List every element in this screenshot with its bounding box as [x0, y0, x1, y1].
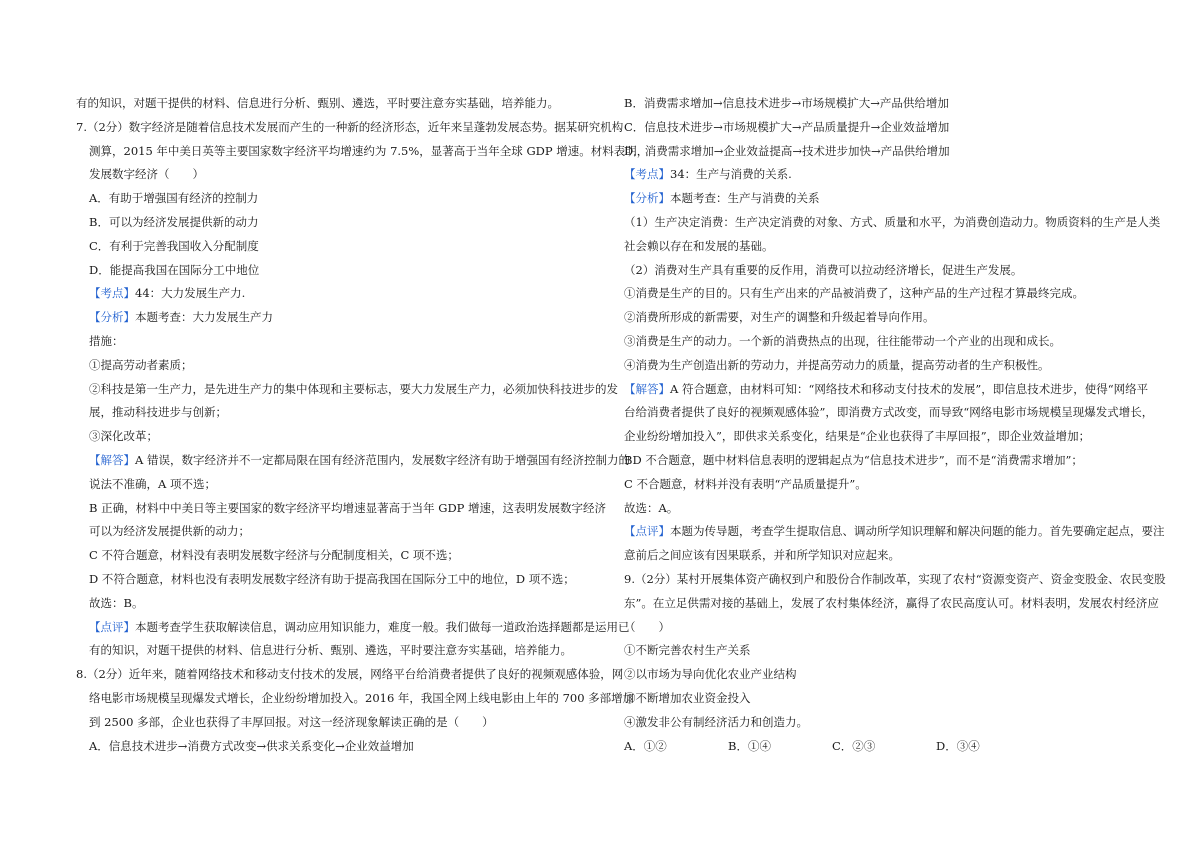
text-line: C 不合题意，材料并没有表明“产品质量提升”。 [624, 476, 867, 491]
text-line: 企业纷纷增加投入”，即供求关系变化，结果是“企业也获得了丰厚回报”，即企业效益增加； [624, 429, 1091, 444]
option-a: A．信息技术进步→消费方式改变→供求关系变化→企业效益增加 [89, 738, 414, 753]
question-7-stem: 7.（2分）数字经济是随着信息技术发展而产生的一种新的经济形态，近年来呈蓬勃发展态势。据某研究机构 [76, 119, 624, 134]
text-line: 有的知识，对题干提供的材料、信息进行分析、甄别、遴选，平时要注意夯实基础，培养能力。 [76, 96, 559, 110]
option-b: B．①④ [728, 738, 771, 753]
text-line: 东”。在立足供需对接的基础上，发展了农村集体经济，赢得了农民高度认可。材料表明，发展农村经济应 [624, 595, 1159, 610]
text-line: D 不符合题意，材料也没有表明发展数字经济有助于提高我国在国际分工中的地位，D 项不选； [89, 571, 575, 586]
kaodian-text: 44：大力发展生产力. [135, 286, 246, 301]
jieda-tag: 【解答】 [89, 452, 135, 467]
dianping-tag: 【点评】 [89, 619, 135, 634]
text-line: ④消费为生产创造出新的劳动力，并提高劳动力的质量，提高劳动者的生产积极性。 [624, 357, 1050, 372]
option-c: C．②③ [832, 738, 876, 753]
jieda-line [76, 449, 630, 473]
text-line: 测算，2015 年中美日英等主要国家数字经济平均增速约为 7.5%，显著高于当年全球 GDP 增速。材料表明， [89, 143, 649, 158]
option-d: D．消费需求增加→企业效益提高→技术进步加快→产品供给增加 [624, 143, 950, 158]
dianping-text: 本题考查学生获取解读信息，调动应用知识能力，难度一般。我们做每一道政治选择题都是运用已 [135, 619, 630, 634]
answer-options [624, 735, 1136, 759]
jieda-text: A 符合题意，由材料可知：“网络技术和移动支付技术的发展”，即信息技术进步，使得“网络平 [670, 381, 1149, 396]
kaodian-text: 34：生产与消费的关系. [670, 167, 792, 182]
option-d: D．③④ [936, 738, 980, 753]
dianping-tag: 【点评】 [624, 524, 670, 539]
fenxi-text: 本题考查：大力发展生产力 [135, 310, 273, 325]
text-line: ①不断完善农村生产关系 [624, 643, 751, 658]
text-line: ③消费是生产的动力。一个新的消费热点的出现，往往能带动一个产业的出现和成长。 [624, 333, 1061, 348]
text-line: ②以市场为导向优化农业产业结构 [624, 667, 797, 682]
dianping-text: 本题为传导题，考查学生提取信息、调动所学知识理解和解决问题的能力。首先要确定起点，要注 [670, 524, 1165, 539]
text-line: ①提高劳动者素质； [89, 357, 193, 372]
fenxi-text: 本题考查：生产与消费的关系 [670, 191, 820, 206]
dianping-line [76, 616, 630, 640]
text-line: （ ） [624, 619, 670, 634]
fenxi-line [624, 187, 1136, 211]
question-9-stem: 9.（2分）某村开展集体资产确权到户和股份合作制改革，实现了农村“资源变资产、资金变股金、农民变股 [624, 571, 1166, 586]
text-line: （2）消费对生产具有重要的反作用，消费可以拉动经济增长，促进生产发展。 [624, 262, 1023, 277]
text-line: 展，推动科技进步与创新； [89, 405, 227, 420]
kaodian-tag: 【考点】 [89, 286, 135, 301]
dianping-line [624, 520, 1165, 544]
text-line: C 不符合题意，材料没有表明发展数字经济与分配制度相关，C 项不选； [89, 548, 459, 563]
text-line: 说法不准确，A 项不选； [89, 476, 216, 491]
question-8-stem: 8.（2分）近年来，随着网络技术和移动支付技术的发展，网络平台给消费者提供了良好的视频观感体验，网 [76, 667, 624, 682]
right-column [624, 92, 1166, 758]
option-c: C．有利于完善我国收入分配制度 [89, 238, 259, 253]
text-line: ④激发非公有制经济活力和创造力。 [624, 714, 808, 729]
jieda-line [624, 378, 1149, 402]
jieda-text: A 错误，数字经济并不一定都局限在国有经济范围内，发展数字经济有助于增强国有经济控制力的 [135, 452, 630, 467]
kaodian-line [624, 163, 1136, 187]
text-line: BD 不合题意，题中材料信息表明的逻辑起点为“信息技术进步”，而不是“消费需求增加”； [624, 452, 1083, 467]
fenxi-tag: 【分析】 [624, 191, 670, 206]
option-a: A．有助于增强国有经济的控制力 [89, 191, 259, 206]
text-line: 发展数字经济（ ） [89, 167, 204, 182]
answer-line: 故选：B。 [89, 595, 144, 610]
text-line: ①消费是生产的目的。只有生产出来的产品被消费了，这种产品的生产过程才算最终完成。 [624, 286, 1084, 301]
text-line: 台给消费者提供了良好的视频观感体验”，即消费方式改变，而导致“网络电影市场规模呈现爆发式增长， [624, 405, 1154, 420]
option-d: D．能提高我国在国际分工中地位 [89, 262, 260, 277]
text-line: ②消费所形成的新需要，对生产的调整和升级起着导向作用。 [624, 310, 935, 325]
fenxi-tag: 【分析】 [89, 310, 135, 325]
option-b: B．消费需求增加→信息技术进步→市场规模扩大→产品供给增加 [624, 96, 949, 110]
text-line: 社会赖以存在和发展的基础。 [624, 238, 774, 253]
text-line: 措施： [89, 333, 124, 348]
kaodian-line [76, 282, 588, 306]
text-line: ③深化改革； [89, 429, 158, 444]
text-line: 可以为经济发展提供新的动力； [89, 524, 250, 539]
option-c: C．信息技术进步→市场规模扩大→产品质量提升→企业效益增加 [624, 119, 950, 134]
option-a: A．①② [624, 738, 667, 753]
text-line: ②科技是第一生产力，是先进生产力的集中体现和主要标志，要大力发展生产力，必须加快科技进步的发 [89, 381, 618, 396]
kaodian-tag: 【考点】 [624, 167, 670, 182]
fenxi-line [76, 306, 588, 330]
text-line: ③不断增加农业资金投入 [624, 690, 751, 705]
option-b: B．可以为经济发展提供新的动力 [89, 214, 259, 229]
answer-line: 故选：A。 [624, 500, 679, 515]
text-line: B 正确，材料中中美日等主要国家的数字经济平均增速显著高于当年 GDP 增速，这表明发展数字经济 [89, 500, 607, 515]
text-line: 络电影市场规模呈现爆发式增长，企业纷纷增加投入。2016 年，我国全网上线电影由上年的 700 多部增加 [89, 690, 635, 705]
jieda-tag: 【解答】 [624, 381, 670, 396]
text-line: （1）生产决定消费：生产决定消费的对象、方式、质量和水平，为消费创造动力。物质资料的生产是人类 [624, 214, 1161, 229]
text-line: 有的知识，对题干提供的材料、信息进行分析、甄别、遴选，平时要注意夯实基础，培养能力。 [89, 643, 572, 658]
text-line: 意前后之间应该有因果联系，并和所学知识对应起来。 [624, 548, 900, 563]
text-line: 到 2500 多部，企业也获得了丰厚回报。对这一经济现象解读正确的是（ ） [89, 714, 494, 729]
